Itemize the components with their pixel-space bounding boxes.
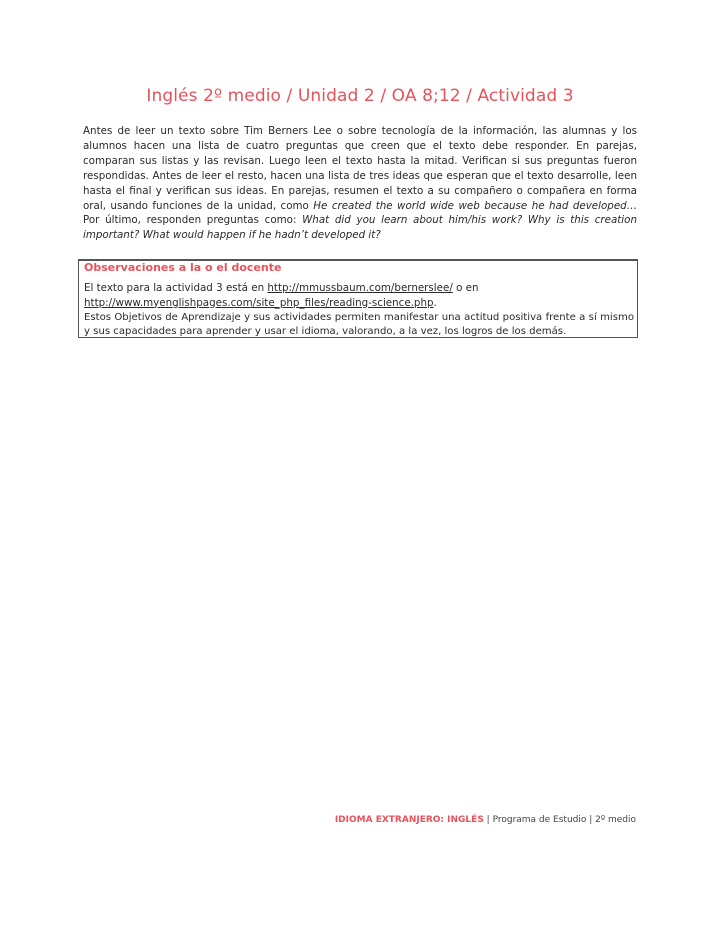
activity-questions-italic: What did you learn about him/his work? Why is this creation important? What would happen if he hadn’t developed it? [83,214,637,242]
footer-subject: IDIOMA EXTRANJERO: INGLÉS [334,815,484,825]
obs-text-suffix: . [433,296,437,309]
activity-description [83,124,637,243]
page-title: Inglés 2º medio / Unidad 2 / OA 8;12 / Actividad 3 [146,86,574,106]
obs-text-middle: o en [452,282,479,294]
activity-text-start: Antes de leer un texto sobre Tim Berners Lee o sobre tecnología de la información, las alumnas y los alumnos hacen una lista de cuatro preguntas que creen que el texto debe responder. En parejas, comparan sus listas y las revisan. Luego leen el texto hasta la mitad. Verifican si sus preguntas fueron respondidas. Antes de leer el resto, hacen una lista de tres ideas que esperan que el texto desarrolle, leen hasta el final y verifican sus ideas. En parejas, resumen el texto a su compañero o compañera en forma oral, usando funciones de la unidad, como [83,125,637,212]
activity-text-middle: Por último, responden preguntas como: [83,214,303,227]
footer-separator-2: | [586,815,596,825]
obs-text-prefix: El texto para la actividad 3 está en [84,282,268,294]
footer-separator-1: | [483,815,493,825]
footer-program: Programa de Estudio [492,815,587,825]
observations-links-paragraph [84,281,632,310]
activity-example-italic: He created the world wide web because he had developed… [313,199,637,212]
observations-objectives-paragraph: Estos Objetivos de Aprendizaje y sus actividades permiten manifestar una actitud positiva frente a sí mismo y sus capacidades para aprender y usar el idioma, valorando, a la vez, los logros de los demás. [84,312,634,337]
footer-grade: 2º medio [595,815,636,825]
page-footer [335,815,636,825]
bernerslee-link[interactable]: http://mmussbaum.com/bernerslee/ [267,282,453,294]
observations-title: Observaciones a la o el docente [84,261,282,274]
reading-science-link[interactable]: http://www.myenglishpages.com/site_php_files/reading-science.php [84,296,434,309]
observations-box [78,259,638,338]
